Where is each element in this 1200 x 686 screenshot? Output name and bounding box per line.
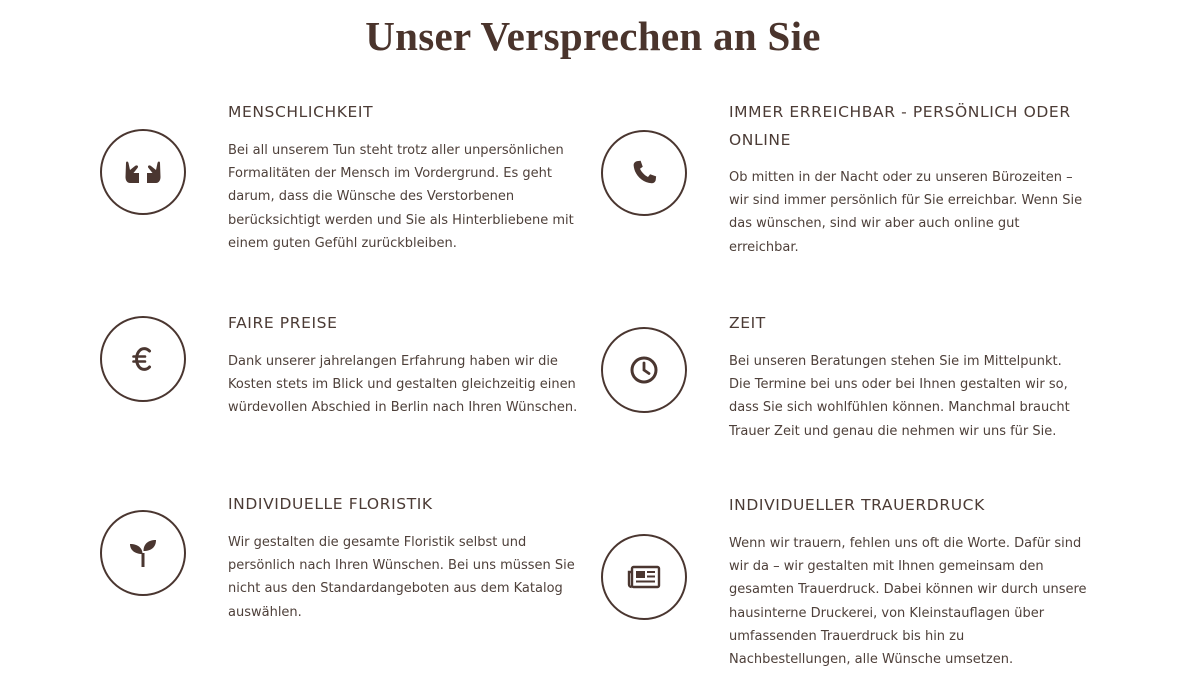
seedling-icon-circle — [100, 510, 186, 596]
feature-text: Wir gestalten die gesamte Floristik selbst und persönlich nach Ihren Wünschen. Bei uns müssen Sie nicht aus den Standardangeboten aus dem Katalog auswählen. — [228, 535, 575, 620]
clock-icon — [629, 355, 659, 385]
seedling-icon — [126, 537, 160, 569]
feature-heading: INDIVIDUELLE FLORISTIK — [228, 495, 433, 513]
feature-heading: MENSCHLICHKEIT — [228, 103, 374, 121]
page-title: Unser Versprechen an Sie — [365, 13, 821, 59]
feature-text: Ob mitten in der Nacht oder zu unseren Bürozeiten – wir sind immer persönlich für Sie erreichbar. Wenn Sie das wünschen, sind wir aber auch online gut erreichbar. — [729, 170, 1083, 255]
feature-text: Dank unserer jahrelangen Erfahrung haben wir die Kosten stets im Blick und gestalten gleichzeitig einen würdevollen Abschied in Berlin nach Ihren Wünschen. — [228, 354, 578, 416]
phone-icon-circle — [601, 130, 687, 216]
newspaper-icon-circle — [601, 534, 687, 620]
clock-icon-circle — [601, 327, 687, 413]
feature-text: Bei unseren Beratungen stehen Sie im Mittelpunkt. Die Termine bei uns oder bei Ihnen gestalten wir so, dass Sie sich wohlfühlen können. Manchmal braucht Trauer Zeit und genau die nehmen wir uns für Sie. — [729, 354, 1070, 439]
feature-heading: INDIVIDUELLER TRAUERDRUCK — [729, 496, 985, 514]
feature-heading: ZEIT — [729, 314, 766, 332]
euro-icon — [131, 346, 155, 372]
hands-icon-circle — [100, 129, 186, 215]
phone-icon — [629, 158, 659, 188]
newspaper-icon — [627, 564, 661, 590]
feature-heading: IMMER ERREICHBAR - PERSÖNLICH ODER ONLINE — [729, 103, 1071, 149]
feature-text: Bei all unserem Tun steht trotz aller unpersönlichen Formalitäten der Mensch im Vordergrund. Es geht darum, dass die Wünsche des Verstorbenen berücksichtigt werden und Sie als Hinterbliebene mit einem guten Gefühl zurückbleiben. — [228, 143, 574, 251]
feature-heading: FAIRE PREISE — [228, 314, 338, 332]
euro-icon-circle — [100, 316, 186, 402]
feature-text: Wenn wir trauern, fehlen uns oft die Worte. Dafür sind wir da – wir gestalten mit Ihnen gemeinsam den gesamten Trauerdruck. Dabei können wir durch unsere hausinterne Druckerei, von Kleinstauflagen über umfassenden Trauerdruck bis hin zu Nachbestellungen, alle Wünsche umsetzen. — [729, 536, 1087, 668]
hands-icon — [124, 157, 162, 187]
